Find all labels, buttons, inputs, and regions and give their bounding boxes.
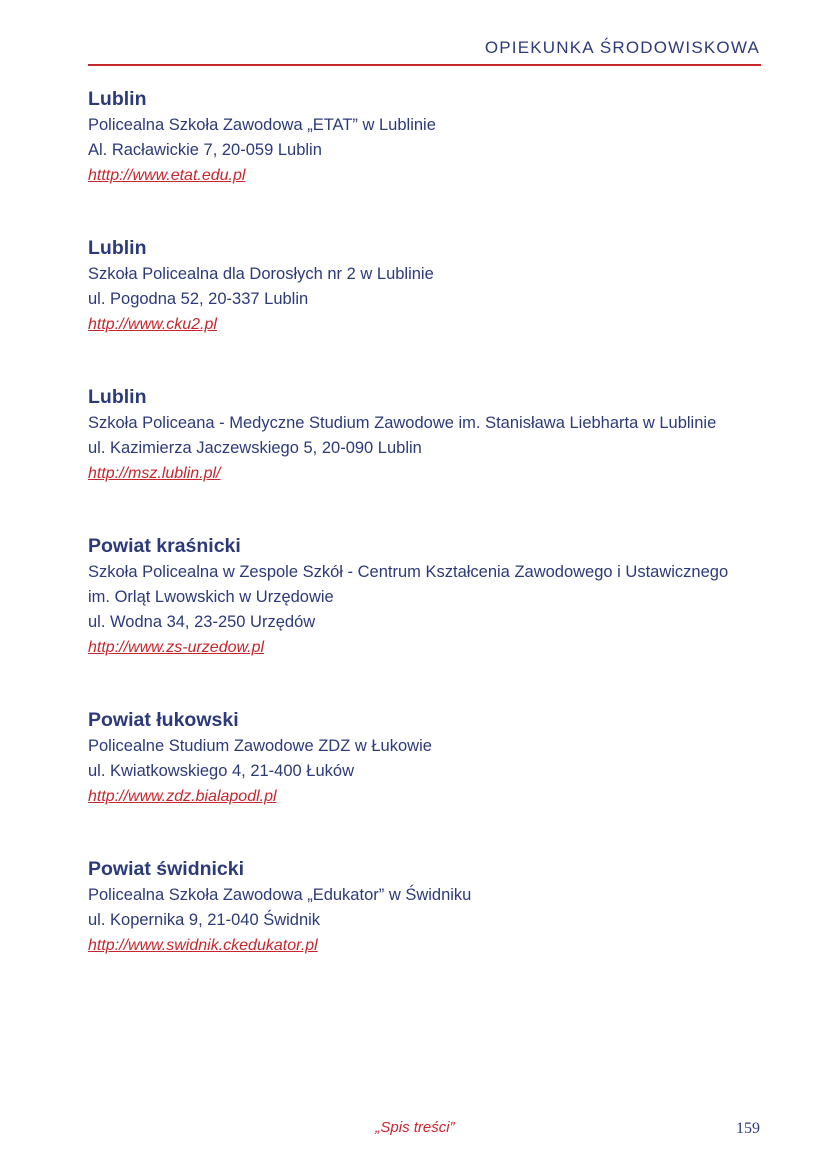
header-divider bbox=[88, 64, 761, 66]
entry-website-link[interactable]: http://www.cku2.pl bbox=[88, 316, 217, 333]
entry-address: ul. Kazimierza Jaczewskiego 5, 20-090 Lublin bbox=[88, 439, 422, 457]
entry-region-heading: Powiat świdnicki bbox=[88, 858, 245, 880]
school-entry bbox=[88, 235, 768, 337]
entry-region-heading: Lublin bbox=[88, 386, 147, 408]
entry-address: ul. Wodna 34, 23-250 Urzędów bbox=[88, 613, 316, 631]
entry-website-link[interactable]: htttp://www.etat.edu.pl bbox=[88, 167, 246, 184]
table-of-contents-link[interactable]: „Spis treści” bbox=[375, 1119, 455, 1136]
entry-region-heading: Lublin bbox=[88, 88, 147, 110]
entry-region-heading: Lublin bbox=[88, 237, 147, 259]
entry-school-name-continued: im. Orląt Lwowskich w Urzędowie bbox=[88, 588, 334, 606]
entry-address: ul. Kwiatkowskiego 4, 21-400 Łuków bbox=[88, 762, 354, 780]
school-entry bbox=[88, 856, 768, 958]
entry-school-name: Szkoła Policealna dla Dorosłych nr 2 w Lublinie bbox=[88, 265, 434, 283]
footer bbox=[0, 1119, 830, 1136]
entry-website-link[interactable]: http://www.zdz.bialapodl.pl bbox=[88, 788, 277, 805]
entry-region-heading: Powiat kraśnicki bbox=[88, 535, 241, 557]
entry-school-name: Policealne Studium Zawodowe ZDZ w Łukowie bbox=[88, 737, 432, 755]
school-entry bbox=[88, 384, 768, 486]
entry-school-name: Policealna Szkoła Zawodowa „Edukator” w Świdniku bbox=[88, 886, 472, 904]
entry-address: Al. Racławickie 7, 20-059 Lublin bbox=[88, 141, 322, 159]
entry-school-name: Szkoła Policealna w Zespole Szkół - Centrum Kształcenia Zawodowego i Ustawicznego bbox=[88, 563, 729, 581]
school-list bbox=[88, 86, 768, 1005]
running-header-title: OPIEKUNKA ŚRODOWISKOWA bbox=[484, 38, 760, 57]
entry-school-name: Policealna Szkoła Zawodowa „ETAT” w Lublinie bbox=[88, 116, 436, 134]
entry-school-name: Szkoła Policeana - Medyczne Studium Zawodowe im. Stanisława Liebharta w Lublinie bbox=[88, 414, 717, 432]
entry-website-link[interactable]: http://www.swidnik.ckedukator.pl bbox=[88, 937, 318, 954]
school-entry bbox=[88, 707, 768, 809]
school-entry bbox=[88, 533, 768, 660]
page-number: 159 bbox=[736, 1120, 760, 1137]
entry-website-link[interactable]: http://msz.lublin.pl/ bbox=[88, 465, 221, 482]
entry-region-heading: Powiat łukowski bbox=[88, 709, 239, 731]
entry-address: ul. Kopernika 9, 21-040 Świdnik bbox=[88, 911, 321, 929]
entry-address: ul. Pogodna 52, 20-337 Lublin bbox=[88, 290, 309, 308]
school-entry bbox=[88, 86, 768, 188]
entry-website-link[interactable]: http://www.zs-urzedow.pl bbox=[88, 639, 265, 656]
